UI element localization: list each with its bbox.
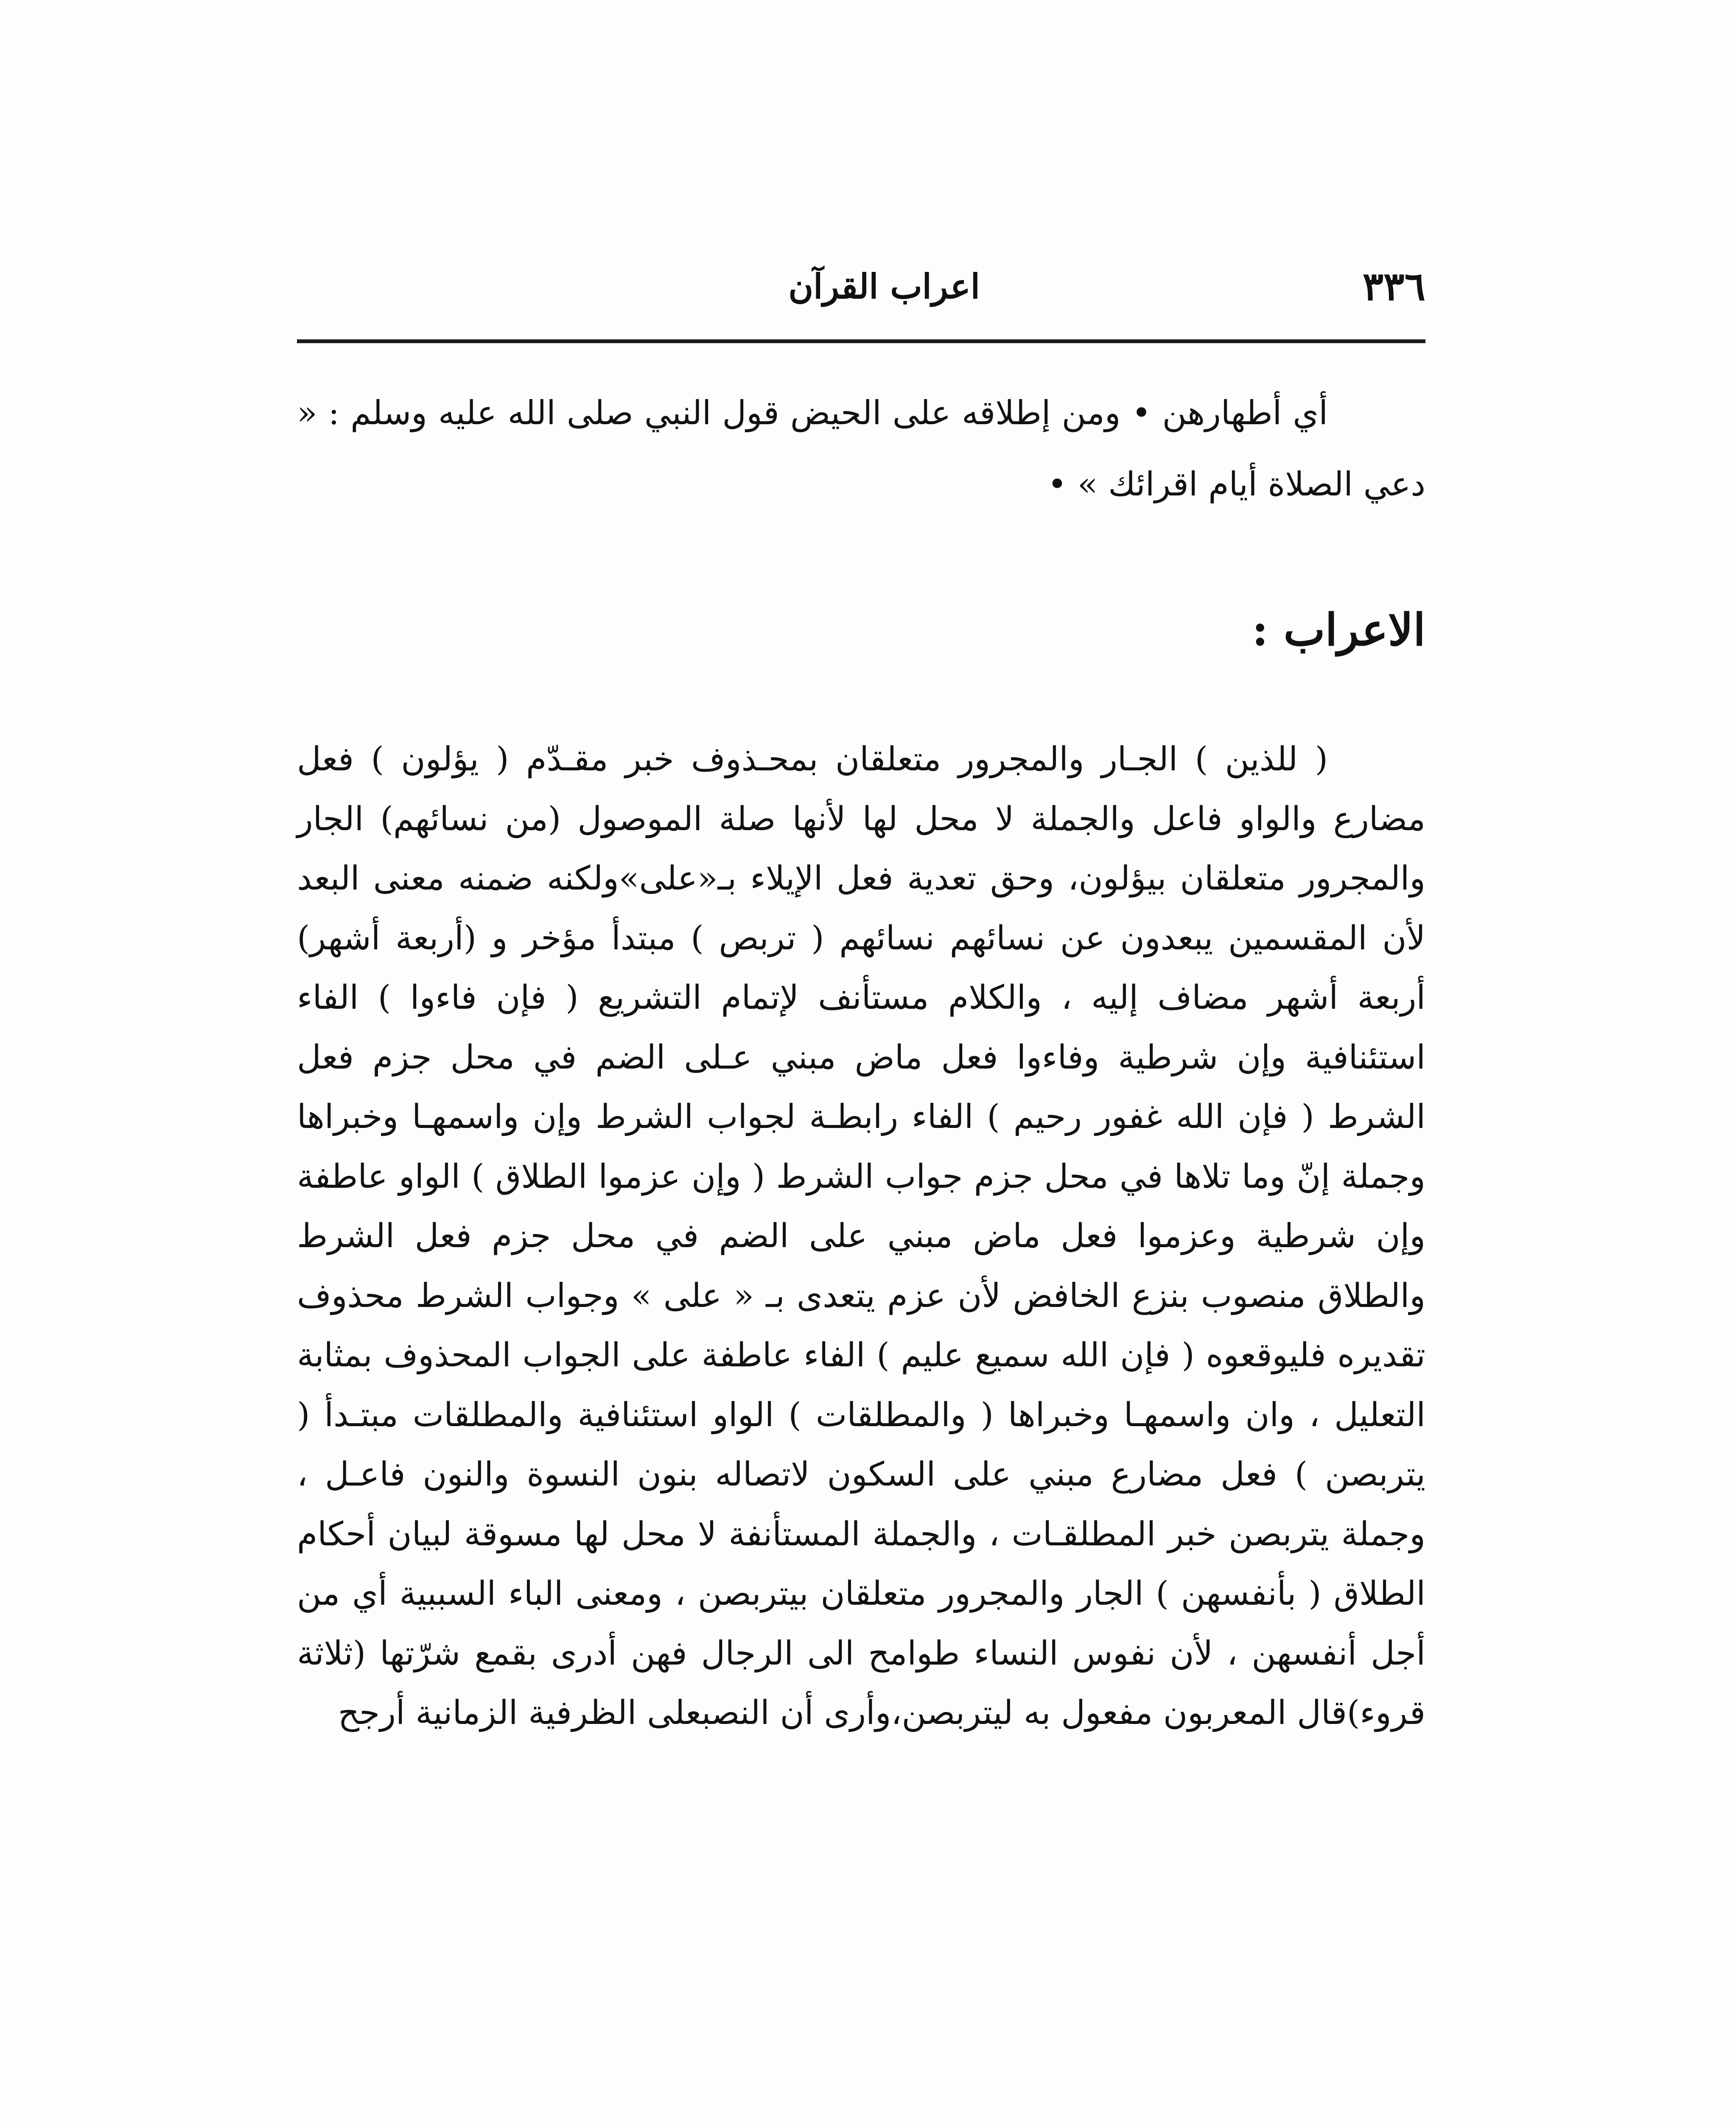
header-divider xyxy=(297,339,1425,343)
intro-paragraph xyxy=(297,378,1425,520)
intro-text: أي أطهارهن • ومن إطلاقه على الحيض قول النبي صلى الله عليه وسلم : « دعي الصلاة أيام اقرائك » • xyxy=(297,394,1425,504)
analysis-text: ( للذين ) الجـار والمجرور متعلقان بمحـذوف خبر مقـدّم ( يؤلون ) فعل مضارع والواو فاعل والجملة لا محل لها لأنها صلة الموصول (من نسائهم) الجار والمجرور متعلقان بيؤلون، وحق تعدية فعل الإيلاء بـ«على»ولكنه ضمنه معنى البعد لأن المقسمين يبعدون عن نسائهم نسائهم ( تربص ) مبتدأ مؤخر و (أربعة أشهر) أربعة أشهر مضاف إليه ، والكلام مستأنف لإتمام التشريع ( فإن فاءوا ) الفاء استئنافية وإن شرطية وفاءوا فعل ماض مبني عـلى الضم في محل جزم فعل الشرط ( فإن الله غفور رحيم ) الفاء رابطـة لجواب الشرط وإن واسمهـا وخبراها وجملة إنّ وما تلاها في محل جزم جواب الشرط ( وإن عزموا الطلاق ) الواو عاطفة وإن شرطية وعزموا فعل ماض مبني على الضم في محل جزم فعل الشرط والطلاق منصوب بنزع الخافض لأن عزم يتعدى بـ « على » وجواب الشرط محذوف تقديره فليوقعوه ( فإن الله سميع عليم ) الفاء عاطفة على الجواب المحذوف بمثابة التعليل ، وان واسمهـا وخبراها ( والمطلقات ) الواو استئنافية والمطلقات مبتـدأ ( يتربصن ) فعل مضارع مبني على السكون لاتصاله بنون النسوة والنون فاعـل ، وجملة يتربصن خبر المطلقـات ، والجملة المستأنفة لا محل لها مسوقة لبيان أحكام الطلاق ( بأنفسهن ) الجار والمجرور متعلقان بيتربصن ، ومعنى الباء السببية أي من أجل أنفسهن ، لأن نفوس النساء طوامح الى الرجال فهن أدرى بقمع شرّتها (ثلاثة قروء)قال المعربون مفعول به ليتربصن،وأرى أن النصبعلى الظرفية الزمانية أرجح xyxy=(297,740,1425,1732)
page-header xyxy=(297,259,1425,318)
running-title: اعراب القرآن xyxy=(788,266,980,306)
section-heading: الاعراب : xyxy=(1252,604,1425,656)
page-number: ٣٣٦ xyxy=(1362,263,1425,309)
grammatical-analysis-paragraph xyxy=(297,730,1425,1743)
